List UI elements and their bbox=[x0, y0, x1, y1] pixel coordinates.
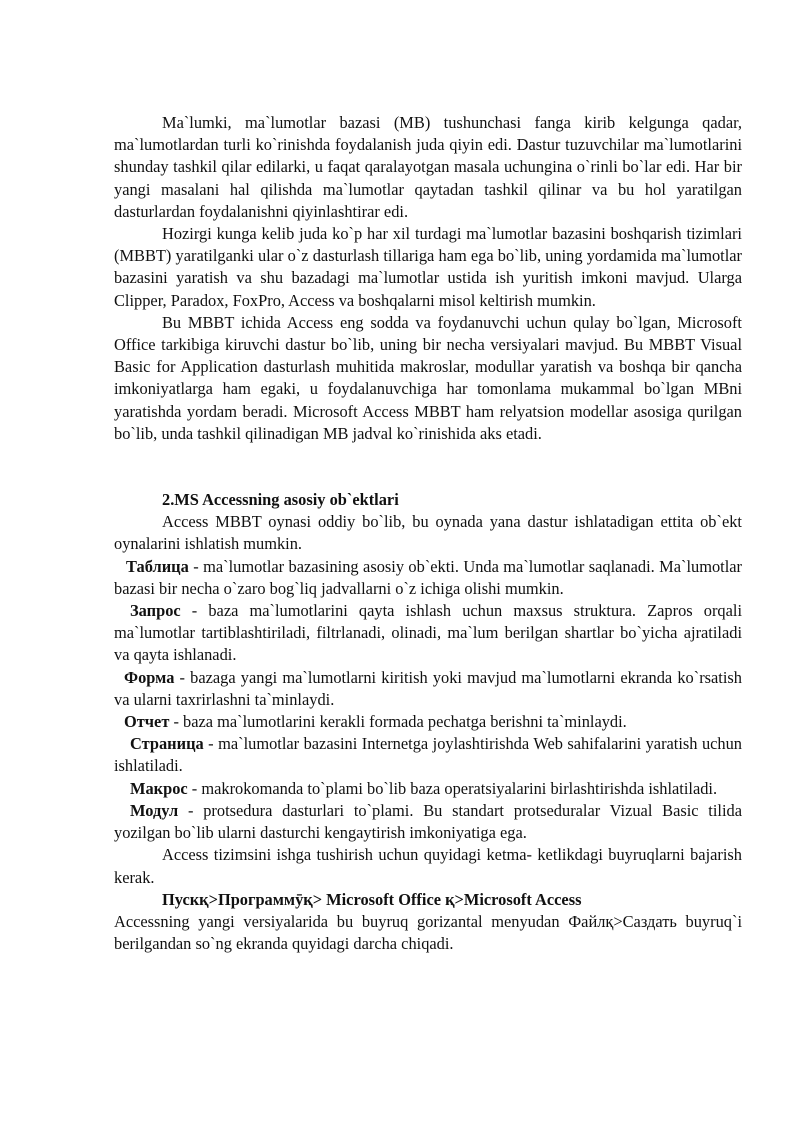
paragraph-access-description: Bu MBBT ichida Access eng sodda va foydanuvchi uchun qulay bo`lgan, Microsoft Office tarkibiga kiruvchi dastur bo`lib, uning bir necha versiyalari mavjud. Bu MBBT Visual Basic for Application dasturlash muhitida makroslar, modullar yaratish va boshqa bir qancha imkoniyatlarga ham egaki, u foydalanuvchiga har tomonlama mukammal bo`lgan MBni yaratishda yordam beradi. Microsoft Access MBBT ham relyatsion modellar asosiga qurilgan bo`lib, unda tashkil qilinadigan MB jadval ko`rinishida aks etadi. bbox=[114, 312, 742, 443]
section-intro: Access MBBT oynasi oddiy bo`lib, bu oynada yana dastur ishlatadigan ettita ob`ekt oynalarini ishlatish mumkin. bbox=[114, 512, 742, 554]
object-definition-module bbox=[114, 800, 742, 844]
launch-instruction: Access tizimsini ishga tushirish uchun quyidagi ketma- ketlikdagi buyruqlarni bajarish kerak. bbox=[114, 845, 742, 887]
object-description: - protsedura dasturlari to`plami. Bu standart protseduralar Vizual Basic tilida yozilgan bo`lib ularni dasturchi kengaytirish imkoniyatiga ega. bbox=[114, 800, 742, 843]
object-definition-form bbox=[114, 667, 742, 711]
paragraph-mbbt-list: Hozirgi kunga kelib juda ko`p har xil turdagi ma`lumotlar bazasini boshqarish tizimlari (MBBT) yaratilganki ular o`z dasturlash tillariga ham ega bo`lib, uning yordamida ma`lumotlar bazasini yaratish va shu bazadagi ma`lumotlar ustida ish yuritish imkoni mavjud. Ularga Clipper, Paradox, FoxPro, Access va boshqalarni misol keltirish mumkin. bbox=[114, 224, 742, 310]
object-term: Модул bbox=[130, 800, 179, 820]
object-term: Макрос bbox=[130, 778, 188, 798]
object-description: - bazaga yangi ma`lumotlarni kiritish yoki mavjud ma`lumotlarni ekranda ko`rsatish va ularni taxrirlashni ta`minlaydi. bbox=[114, 667, 742, 709]
object-definition-page bbox=[114, 733, 742, 777]
launch-outro: Accessning yangi versiyalarida bu buyruq gorizantal menyudan Файлқ>Саздать buyruq`i berilgandan so`ng ekranda quyidagi darcha chiqadi. bbox=[114, 911, 742, 954]
object-description: - makrokomanda to`plami bo`lib baza operatsiyalarini birlashtirishda ishlatiladi. bbox=[187, 778, 718, 798]
object-definition-query bbox=[114, 600, 742, 667]
object-term: Форма bbox=[124, 667, 175, 687]
object-description: - baza ma`lumotlarini kerakli formada pechatga berishni ta`minlaydi. bbox=[169, 712, 627, 732]
object-term: Отчет bbox=[124, 712, 170, 732]
paragraph-intro: Ma`lumki, ma`lumotlar bazasi (MB) tushunchasi fanga kirib kelgunga qadar, ma`lumotlardan turli ko`rinishda foydalanish juda qiyin edi. Dastur tuzuvchilar ma`lumotlarini shunday tashkil qilar edilarki, u faqat qaralayotgan masala uchungina o`rinli bo`lar edi. Har bir yangi masalani hal qilishda ma`lumotlar qaytadan tashkil qilinar va bu hol yaratilgan dasturlardan foydalanishni qiyinlashtirar edi. bbox=[114, 113, 742, 221]
object-definition-macro bbox=[114, 778, 742, 800]
object-description: - ma`lumotlar bazasini Internetga joylashtirishda Web sahifalarini yaratish uchun ishlatiladi. bbox=[114, 734, 742, 776]
section-heading: 2.MS Accessning asosiy ob`ektlari bbox=[162, 490, 399, 510]
object-definition-table bbox=[114, 556, 742, 600]
object-term: Таблица bbox=[126, 556, 189, 576]
object-definition-report bbox=[114, 711, 742, 733]
object-description: - ma`lumotlar bazasining asosiy ob`ekti. Unda ma`lumotlar saqlanadi. Ma`lumotlar bazasi bir necha o`zaro bog`liq jadvallarni o`z ichiga olishi mumkin. bbox=[114, 556, 742, 598]
object-term: Запрос bbox=[130, 601, 181, 621]
object-description: - baza ma`lumotlarini qayta ishlash uchun maxsus struktura. Zapros orqali ma`lumotlar tartiblashtiriladi, filtrlanadi, olinadi, ma`lum berilgan shartlar bo`yicha ajratiladi va qayta ishlanadi. bbox=[114, 601, 742, 665]
section-spacer bbox=[114, 445, 742, 489]
menu-path: Пускқ>Программӯқ> Microsoft Office қ>Microsoft Access bbox=[162, 889, 582, 909]
object-term: Страница bbox=[130, 734, 204, 754]
